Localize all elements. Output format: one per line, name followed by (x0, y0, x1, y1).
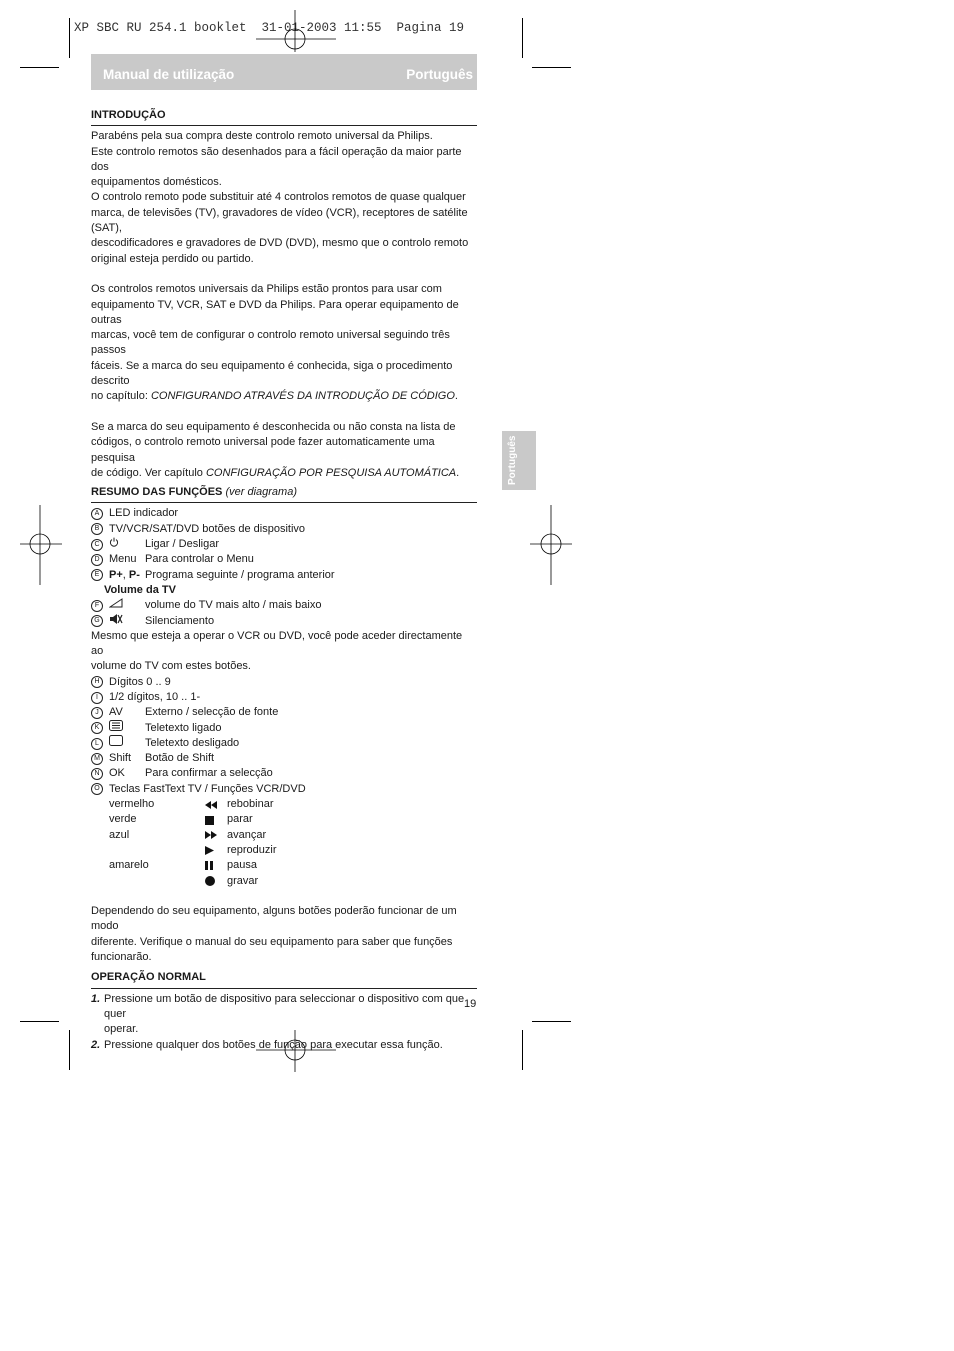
rewind-icon (205, 801, 227, 809)
item-text: Teletexto desligado (145, 736, 240, 749)
key-separator: , (122, 568, 129, 581)
text-line: funcionarão. (91, 951, 152, 964)
teletext-off-icon (109, 735, 145, 751)
side-tab-label: Português (507, 435, 518, 485)
fasttext-color: verde (109, 813, 137, 826)
item-key: Menu (109, 553, 137, 566)
function-item-i (91, 690, 477, 705)
fasttext-color: amarelo (109, 859, 149, 872)
chapter-reference: CONFIGURAÇÃO POR PESQUISA AUTOMÁTICA (205, 466, 457, 479)
text-line: volume do TV com estes botões. (91, 660, 251, 673)
function-item-l (91, 736, 477, 751)
text-line: operar. (104, 1023, 139, 1036)
fasttext-row (91, 812, 477, 827)
item-badge: M (91, 753, 103, 765)
item-badge: F (91, 600, 103, 612)
item-badge: H (91, 676, 103, 688)
item-text: Programa seguinte / programa anterior (145, 568, 335, 581)
text-line: Parabéns pela sua compra deste controlo remoto universal da Philips. (91, 130, 433, 143)
item-key (109, 568, 145, 583)
crop-mark (532, 1021, 571, 1022)
step-number: 2. (91, 1038, 101, 1051)
crop-mark (20, 67, 59, 68)
crop-mark (522, 18, 523, 58)
fasttext-row (91, 797, 477, 812)
step-text: Pressione qualquer dos botões de função para executar essa função. (104, 1038, 443, 1051)
text-line: marca, de televisões (TV), gravadores de vídeo (VCR), receptores de satélite (SAT), (91, 206, 468, 235)
text-line: no capítulo: (91, 390, 151, 403)
list-item (91, 992, 477, 1038)
item-badge: E (91, 569, 103, 581)
fasttext-row (91, 828, 477, 843)
fasttext-action: gravar (227, 874, 259, 887)
paragraph (91, 904, 477, 965)
item-text: Dígitos 0 .. 9 (109, 675, 171, 688)
crop-mark (69, 18, 70, 58)
item-badge: A (91, 508, 103, 520)
function-item-b (91, 522, 477, 537)
fast-forward-icon (205, 831, 227, 839)
item-text: LED indicador (109, 507, 179, 520)
item-badge: L (91, 738, 103, 750)
item-badge: C (91, 539, 103, 551)
paragraph (91, 282, 477, 404)
text-line: códigos, o controlo remoto universal pode fazer automaticamente uma pesquisa (91, 436, 435, 464)
crop-mark (532, 67, 571, 68)
crop-mark (69, 1030, 70, 1070)
text-line: Dependendo do seu equipamento, alguns botões poderão funcionar de um modo (91, 905, 457, 933)
text-line: . (454, 390, 458, 403)
pause-icon (205, 861, 227, 870)
fasttext-row (91, 874, 477, 889)
fasttext-color: azul (109, 828, 130, 841)
function-item-j (91, 705, 477, 720)
paragraph (91, 420, 477, 481)
text-line: equipamentos domésticos. (91, 176, 222, 189)
item-badge: K (91, 722, 103, 734)
registration-mark (20, 505, 62, 585)
item-key: AV (109, 706, 123, 719)
text-line: . (456, 466, 460, 479)
section-title-operacao: OPERAÇÃO NORMAL (91, 970, 477, 988)
function-item-o (91, 782, 477, 797)
record-icon (205, 876, 227, 886)
function-item-c (91, 537, 477, 552)
volume-heading: Volume da TV (104, 583, 176, 596)
function-item-d (91, 552, 477, 567)
power-icon (109, 537, 145, 552)
fasttext-action: pausa (227, 859, 257, 872)
crop-mark (522, 1030, 523, 1070)
paragraph (91, 129, 477, 267)
item-text: Para controlar o Menu (145, 553, 254, 566)
text-line: Se a marca do seu equipamento é desconhecida ou não consta na lista de (91, 420, 456, 433)
item-text: Externo / selecção de fonte (145, 706, 279, 719)
item-badge: D (91, 554, 103, 566)
header-language: Português (406, 67, 473, 82)
function-item-h (91, 675, 477, 690)
fasttext-row (91, 858, 477, 873)
text-line: de código. Ver capítulo (91, 466, 206, 479)
function-item-n (91, 766, 477, 781)
item-text: Silenciamento (145, 614, 215, 627)
print-slug: XP SBC RU 254.1 booklet 31-01-2003 11:55 Pagina 19 (74, 21, 465, 35)
item-badge: O (91, 783, 103, 795)
function-item-g (91, 614, 477, 629)
item-text: Teletexto ligado (145, 721, 222, 734)
item-badge: B (91, 523, 103, 535)
step-text (104, 992, 477, 1038)
text-line: equipamento TV, VCR, SAT e DVD da Philips. Para operar equipamento de outras (91, 298, 459, 326)
teletext-on-icon (109, 720, 145, 736)
section-title-resumo (91, 485, 477, 503)
fasttext-action: avançar (227, 828, 267, 841)
chapter-reference: CONFIGURANDO ATRAVÉS DA INTRODUÇÃO DE CÓDIGO (150, 390, 455, 403)
fasttext-action: rebobinar (227, 798, 274, 811)
item-badge: I (91, 692, 103, 704)
item-text: Botão de Shift (145, 752, 215, 765)
fasttext-action: reproduzir (227, 843, 277, 856)
step-number: 1. (91, 992, 101, 1005)
text-line: diferente. Verifique o manual do seu equipamento para saber que funções (91, 935, 453, 948)
section-title-introducao: INTRODUÇÃO (91, 108, 477, 126)
fasttext-table (91, 797, 477, 889)
function-item-a (91, 506, 477, 521)
function-item-m (91, 751, 477, 766)
item-text: 1/2 dígitos, 10 .. 1- (109, 690, 201, 703)
item-badge: N (91, 768, 103, 780)
key-program-down: P- (128, 568, 140, 581)
header-title: Manual de utilização (103, 67, 235, 82)
text-line: Os controlos remotos universais da Philips estão prontos para usar com (91, 283, 442, 296)
key-program-up: P+ (109, 568, 123, 581)
page-content (91, 108, 477, 1053)
registration-mark (530, 505, 572, 585)
registration-mark (256, 10, 336, 52)
item-key: OK (109, 767, 125, 780)
page-number: 19 (464, 998, 477, 1010)
stop-icon (205, 816, 227, 825)
text-line: Mesmo que esteja a operar o VCR ou DVD, você pode aceder directamente ao (91, 629, 463, 658)
list-item (91, 1038, 477, 1053)
fasttext-action: parar (227, 813, 253, 826)
function-item-e (91, 568, 477, 583)
item-text: volume do TV mais alto / mais baixo (145, 599, 322, 612)
text-line: fáceis. Se a marca do seu equipamento é conhecida, siga o procedimento descrito (91, 359, 453, 388)
function-item-k (91, 721, 477, 736)
text-line: Este controlo remotos são desenhados para a fácil operação da maior parte dos (91, 145, 462, 173)
header-bar (91, 54, 477, 90)
volume-icon (109, 598, 145, 613)
text-line: marcas, você tem de configurar o controlo remoto universal seguindo três passos (91, 329, 450, 357)
item-text: Para confirmar a selecção (145, 767, 273, 780)
item-badge: G (91, 615, 103, 627)
section-title-note: (ver diagrama) (225, 486, 297, 499)
function-item-f (91, 598, 477, 613)
play-icon (205, 846, 227, 855)
item-key: Shift (109, 752, 132, 765)
item-text: Ligar / Desligar (145, 538, 219, 551)
mute-icon (109, 613, 145, 630)
text-line: Pressione um botão de dispositivo para seleccionar o dispositivo com que quer (104, 992, 465, 1020)
fasttext-row (91, 843, 477, 858)
volume-note (91, 629, 477, 675)
item-text: TV/VCR/SAT/DVD botões de dispositivo (109, 522, 306, 535)
text-line: O controlo remoto pode substituir até 4 controlos remotos de quase qualquer (91, 191, 466, 204)
fasttext-color: vermelho (109, 798, 155, 811)
crop-mark (20, 1021, 59, 1022)
item-text: Teclas FastText TV / Funções VCR/DVD (109, 782, 306, 795)
text-line: original esteja perdido ou partido. (91, 252, 254, 265)
language-side-tab (502, 431, 536, 490)
item-badge: J (91, 707, 103, 719)
section-title-text: RESUMO DAS FUNÇÕES (91, 486, 223, 499)
text-line: descodificadores e gravadores de DVD (DVD), mesmo que o controlo remoto (91, 237, 469, 250)
